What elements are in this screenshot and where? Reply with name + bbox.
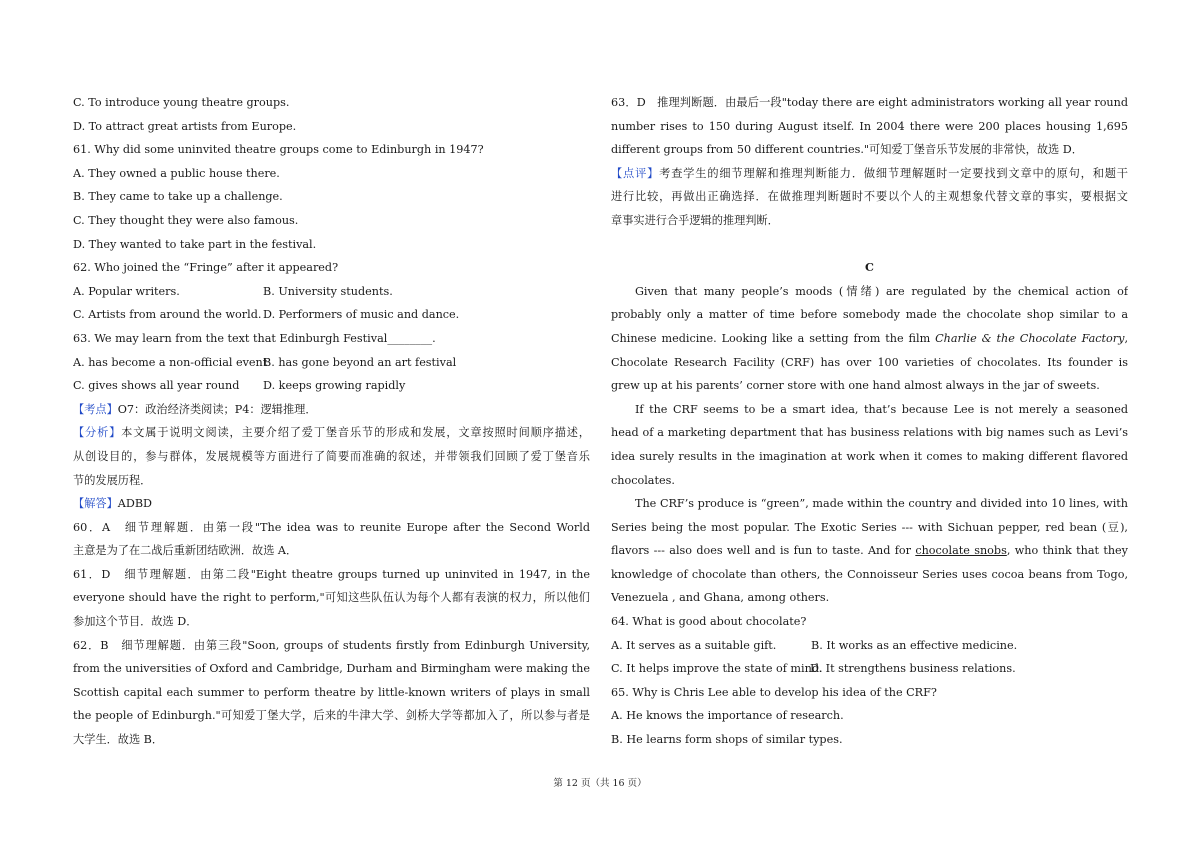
dianping-line-2: 进行比较，再做出正确选择．在做推理判断题时不要以个人的主观想象代替文章的事实，要根据文 (611, 190, 1128, 204)
question-65-option-a: A. He knows the importance of research. (611, 709, 844, 723)
question-62-option-a: A. Popular writers. (73, 284, 180, 298)
answer-62-line-3: Scottish capital each summer to perform theatre by little-known writers of plays in small (73, 685, 590, 699)
question-61-option-b: B. They came to take up a challenge. (73, 190, 283, 204)
question-63-option-a: A. has become a non-official event (73, 355, 268, 369)
dianping-text-1: 考查学生的细节理解和推理判断能力．做细节理解题时一定要找到文章中的原句，和题干 (659, 166, 1128, 180)
fenxi-line-3: 节的发展历程． (73, 473, 152, 487)
question-62-options-row-2 (73, 303, 590, 327)
question-64-option-a: A. It serves as a suitable gift. (611, 638, 777, 652)
passage-paragraph-1-line-2: probably only a matter of time before somebody made the chocolate shop similar to a (611, 308, 1128, 322)
question-63-options-row-1 (73, 351, 590, 375)
question-63-option-c: C. gives shows all year round (73, 379, 240, 393)
fenxi-text-1: 本文属于说明文阅读，主要介绍了爱丁堡音乐节的形成和发展，文章按照时间顺序描述， (121, 426, 590, 440)
passage-paragraph-2-line-3: idea surely results in the imagination at work when it comes to making different flavored (611, 449, 1128, 463)
left-column (73, 91, 590, 752)
question-61-option-c: C. They thought they were also famous. (73, 213, 299, 227)
kaodian-tag: 【考点】 (73, 402, 118, 416)
question-64-stem: 64. What is good about chocolate? (611, 615, 807, 629)
question-65-option-b: B. He learns form shops of similar types. (611, 733, 843, 747)
passage-text: flavors --- also does well and is fun to taste. And for (611, 544, 916, 558)
fenxi-line-1 (73, 421, 590, 445)
answer-63-line-2: number rises to 150 during August itself. In 2004 there were 200 places housing 1,695 (611, 119, 1128, 133)
passage-paragraph-1-line-3 (611, 327, 1128, 351)
question-64-options-row-1 (611, 634, 1128, 658)
passage-paragraph-3-line-3 (611, 539, 1128, 563)
question-64-options-row-2 (611, 657, 1128, 681)
answer-61-line-3: 参加这个节目．故选 D． (73, 615, 198, 629)
question-65-stem: 65. Why is Chris Lee able to develop his idea of the CRF? (611, 685, 937, 699)
jieda-text: ADBD (117, 497, 153, 511)
kaodian-text: O7：政治经济类阅读；P4：逻辑推理． (117, 402, 317, 416)
passage-paragraph-1-line-1: Given that many people’s moods (情绪) are regulated by the chemical action of (635, 284, 1128, 298)
dianping-tag: 【点评】 (611, 166, 660, 180)
question-60-option-d: D. To attract great artists from Europe. (73, 119, 297, 133)
fenxi-line-2: 从创设目的，参与群体，发展规模等方面进行了简要而准确的叙述，并带领我们回顾了爱丁堡音乐 (73, 449, 590, 463)
answer-61-line-2: everyone should have the right to perform,"可知这些队伍认为每个人都有表演的权力，所以他们 (73, 591, 590, 605)
answer-62-line-1: 62．B 细节理解题．由第三段"Soon, groups of students firstly from Edinburgh University, (73, 638, 590, 652)
page-number-footer: 第 12 页（共 16 页） (553, 778, 647, 789)
answer-63-line-3: different groups from 50 different countries."可知爱丁堡音乐节发展的非常快，故选 D． (611, 143, 1083, 157)
passage-paragraph-3-line-1: The CRF’s produce is “green”, made within the country and divided into 10 lines, with (635, 497, 1128, 511)
question-62-stem: 62. Who joined the “Fringe” after it appeared? (73, 261, 339, 275)
right-column (611, 91, 1128, 752)
section-heading: C (865, 260, 874, 275)
question-61-option-a: A. They owned a public house there. (73, 166, 280, 180)
question-62-option-d: D. Performers of music and dance. (263, 308, 460, 322)
answer-60-line-1: 60．A 细节理解题．由第一段"The idea was to reunite Europe after the Second World (73, 520, 590, 534)
passage-paragraph-3-line-5: Venezuela , and Ghana, among others. (611, 591, 830, 605)
answer-63-line-1: 63．D 推理判断题．由最后一段"today there are eight administrators working all year round (611, 96, 1128, 109)
passage-paragraph-2-line-4: chocolates. (611, 473, 675, 487)
passage-paragraph-2-line-2: head of a marketing department that has business relations with big names such as Levi’s (611, 426, 1128, 440)
jieda-tag: 【解答】 (73, 497, 118, 511)
question-64-option-b: B. It works as an effective medicine. (811, 638, 1018, 652)
question-63-option-b: B. has gone beyond an art festival (263, 355, 457, 369)
film-title: Charlie & the Chocolate Factory (935, 331, 1125, 345)
dianping-line-3: 章事实进行合乎逻辑的推理判断． (611, 213, 779, 227)
answer-62-line-2: from the universities of Oxford and Cambridge, Durham and Birmingham were making the (73, 662, 590, 676)
question-63-options-row-2 (73, 374, 590, 398)
question-62-options-row-1 (73, 280, 590, 304)
question-61-option-d: D. They wanted to take part in the festival. (73, 237, 317, 251)
fenxi-tag: 【分析】 (73, 426, 122, 440)
passage-paragraph-3-line-4: knowledge of chocolate than others, the Connoisseur Series uses cocoa beans from Togo, (611, 567, 1128, 581)
question-64-option-c: C. It helps improve the state of mind. (611, 662, 823, 676)
kaodian-line (73, 398, 590, 422)
passage-text: Chinese medicine. Looking like a setting from the film (611, 331, 936, 345)
underlined-term: chocolate snobs (915, 544, 1007, 558)
question-63-option-d: D. keeps growing rapidly (263, 379, 406, 393)
passage-paragraph-2-line-1: If the CRF seems to be a smart idea, that’s because Lee is not merely a seasoned (635, 402, 1128, 416)
question-62-option-c: C. Artists from around the world. (73, 308, 262, 322)
question-60-option-c: C. To introduce young theatre groups. (73, 96, 290, 109)
answer-62-line-5: 大学生．故选 B． (73, 733, 164, 747)
spacer (611, 233, 1128, 257)
question-62-option-b: B. University students. (263, 284, 393, 298)
question-63-stem: 63. We may learn from the text that Edinburgh Festival________. (73, 331, 436, 345)
passage-text: , who think that they (1006, 544, 1128, 558)
passage-paragraph-3-line-2: Series being the most popular. The Exotic Series --- with Sichuan pepper, red bean (豆), (611, 520, 1128, 534)
passage-paragraph-1-line-4: Chocolate Research Facility (CRF) has over 100 varieties of chocolates. Its founder is (611, 355, 1128, 369)
answer-61-line-1: 61．D 细节理解题．由第二段"Eight theatre groups turned up uninvited in 1947, in the (73, 567, 590, 581)
question-64-option-d: D. It strengthens business relations. (810, 662, 1016, 676)
passage-paragraph-1-line-5: grew up at his parents’ corner store with one hand almost always in the jar of sweets. (611, 379, 1100, 393)
passage-text: , (1124, 331, 1128, 345)
dianping-line-1 (611, 162, 1128, 186)
question-61-stem: 61. Why did some uninvited theatre groups come to Edinburgh in 1947? (73, 143, 484, 157)
answer-62-line-4: the people of Edinburgh."可知爱丁堡大学，后来的牛津大学、剑桥大学等都加入了，所以参与者是 (73, 709, 590, 723)
jieda-line (73, 492, 590, 516)
answer-60-line-2: 主意是为了在二战后重新团结欧洲．故选 A． (73, 544, 298, 558)
